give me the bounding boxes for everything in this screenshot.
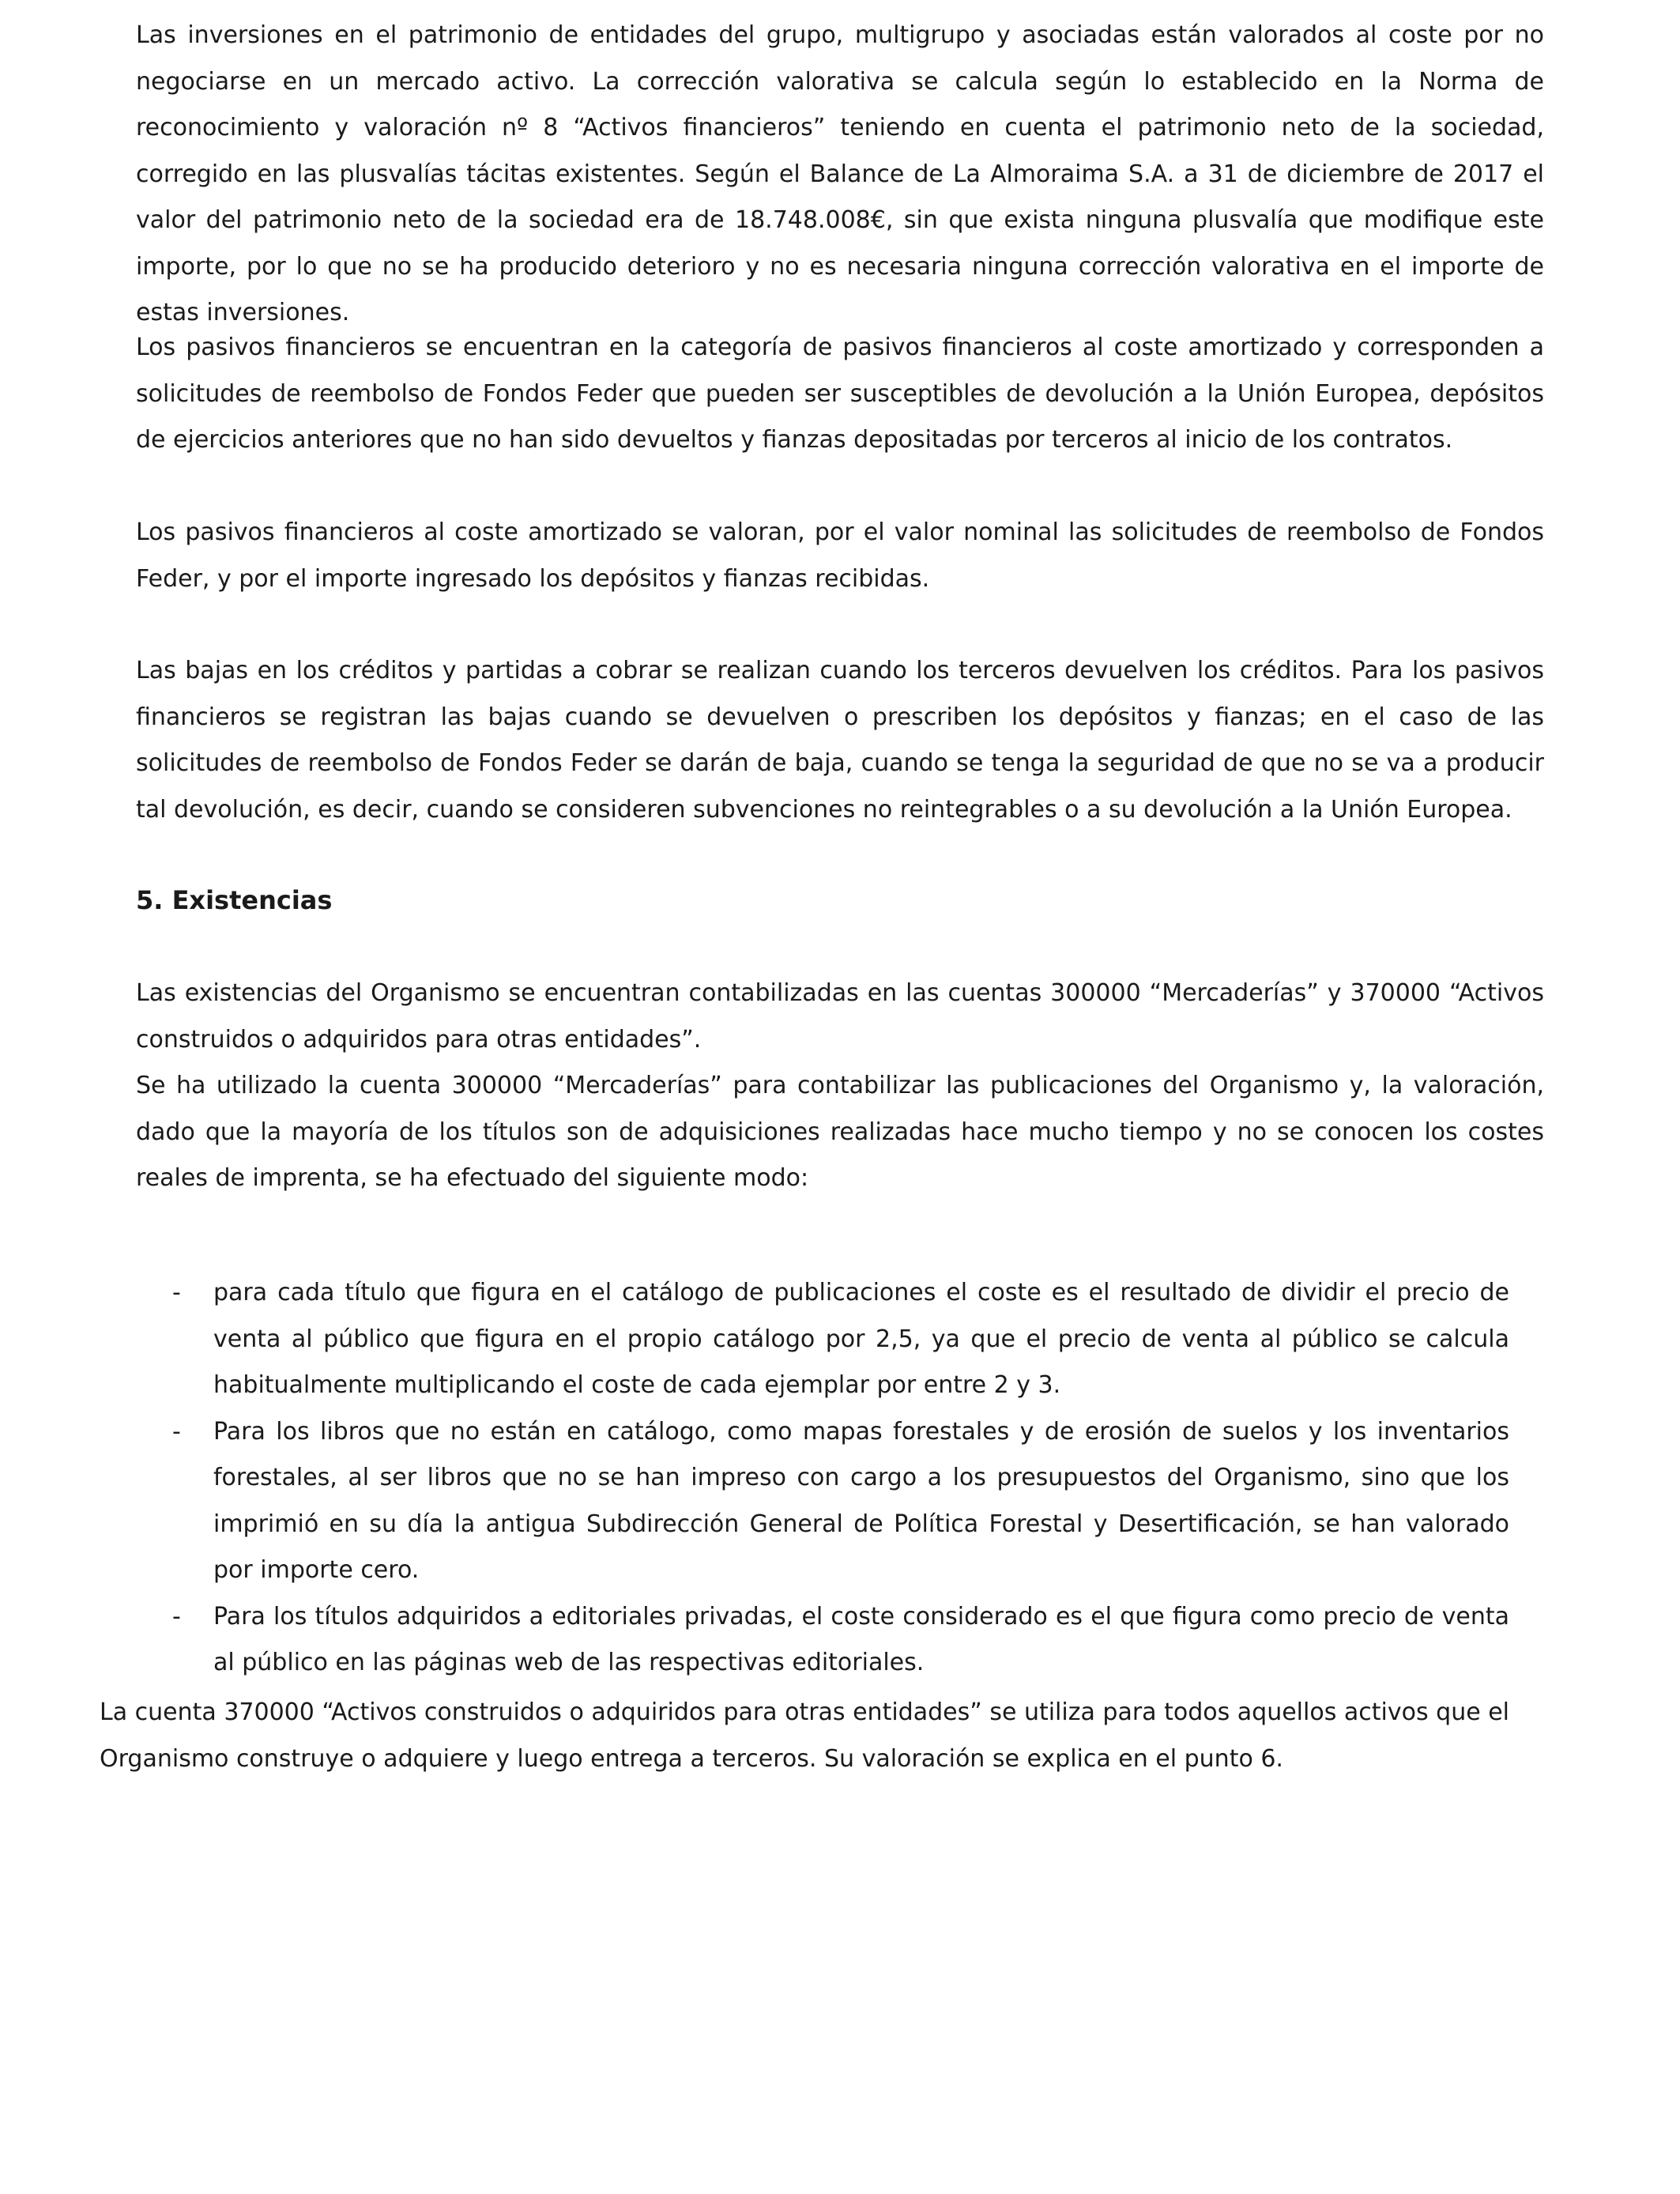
list-bullet: - — [172, 1417, 181, 1446]
paragraph-inventory-accounts: Las existencias del Organismo se encuentran contabilizadas en las cuentas 300000 “Mercaderías” y 370000 “Activos construidos o adquiridos para otras entidades”. — [136, 979, 1544, 1054]
list-bullet: - — [172, 1279, 181, 1306]
list-item-text: Para los títulos adquiridos a editoriales privadas, el coste considerado es el que figura como precio de venta al público en las páginas web de las respectivas editoriales. — [213, 1602, 1509, 1676]
list-item-text: Para los libros que no están en catálogo, como mapas forestales y de erosión de suelos y los inventarios forestales, al ser libros que no se han impreso con cargo a los presupuestos del Organismo, sino que los imprimió en su día la antigua Subdirección General de Política Forestal y Desertificación, se han valorado por importe cero. — [213, 1417, 1509, 1584]
paragraph-group-investments: Las inversiones en el patrimonio de entidades del grupo, multigrupo y asociadas están valorados al coste por no negociarse en un mercado activo. La corrección valorativa se calcula según lo establecido en la Norma de reconocimiento y valoración nº 8 “Activos financieros” teniendo en cuenta el patrimonio neto de la sociedad, corregido en las plusvalías tácitas existentes. Según el Balance de La Almoraima S.A. a 31 de diciembre de 2017 el valor del patrimonio neto de la sociedad era de 18.748.008€, sin que exista ninguna plusvalía que modifique este importe, por lo que no se ha producido deterioro y no es necesaria ninguna corrección valorativa en el importe de estas inversiones. — [136, 21, 1544, 326]
paragraph-merchandise-valuation: Se ha utilizado la cuenta 300000 “Mercaderías” para contabilizar las publicaciones del Organismo y, la valoración, dado que la mayoría de los títulos son de adquisiciones realizadas hace mucho tiempo y no se conocen los costes reales de imprenta, se ha efectuado del siguiente modo: — [136, 1072, 1544, 1192]
paragraph-financial-liabilities: Los pasivos financieros se encuentran en la categoría de pasivos financieros al coste amortizado y corresponden a solicitudes de reembolso de Fondos Feder que pueden ser susceptibles de devolución a la Unión Europea, depósitos de ejercicios anteriores que no han sido devueltos y fianzas depositadas por terceros al inicio de los contratos. — [136, 334, 1544, 454]
paragraph-liabilities-valuation: Los pasivos financieros al coste amortizado se valoran, por el valor nominal las solicitudes de reembolso de Fondos Feder, y por el importe ingresado los depósitos y fianzas recibidas. — [136, 518, 1544, 593]
valuation-method-list — [0, 1270, 1509, 1687]
paragraph-derecognition: Las bajas en los créditos y partidas a cobrar se realizan cuando los terceros devuelven los créditos. Para los pasivos financieros se registran las bajas cuando se devuelven o prescriben los depósitos y fianzas; en el caso de las solicitudes de reembolso de Fondos Feder se darán de baja, cuando se tenga la seguridad de que no se va a producir tal devolución, es decir, cuando se consideren subvenciones no reintegrables o a su devolución a la Unión Europea. — [136, 657, 1544, 824]
list-item — [0, 1409, 1509, 1594]
list-item-text: para cada título que figura en el catálogo de publicaciones el coste es el resultado de dividir el precio de venta al público que figura en el propio catálogo por 2,5, ya que el precio de venta al público se calcula habitualmente multiplicando el coste de cada ejemplar por entre 2 y 3. — [213, 1279, 1509, 1399]
list-bullet: - — [172, 1602, 181, 1630]
section-heading-existencias: 5. Existencias — [136, 885, 333, 915]
list-item — [0, 1594, 1509, 1687]
paragraph-account-370000: La cuenta 370000 “Activos construidos o adquiridos para otras entidades” se utiliza para todos aquellos activos que el Organismo construye o adquiere y luego entrega a terceros. Su valoración se explica en el punto 6. — [100, 1698, 1509, 1773]
list-item — [0, 1270, 1509, 1409]
